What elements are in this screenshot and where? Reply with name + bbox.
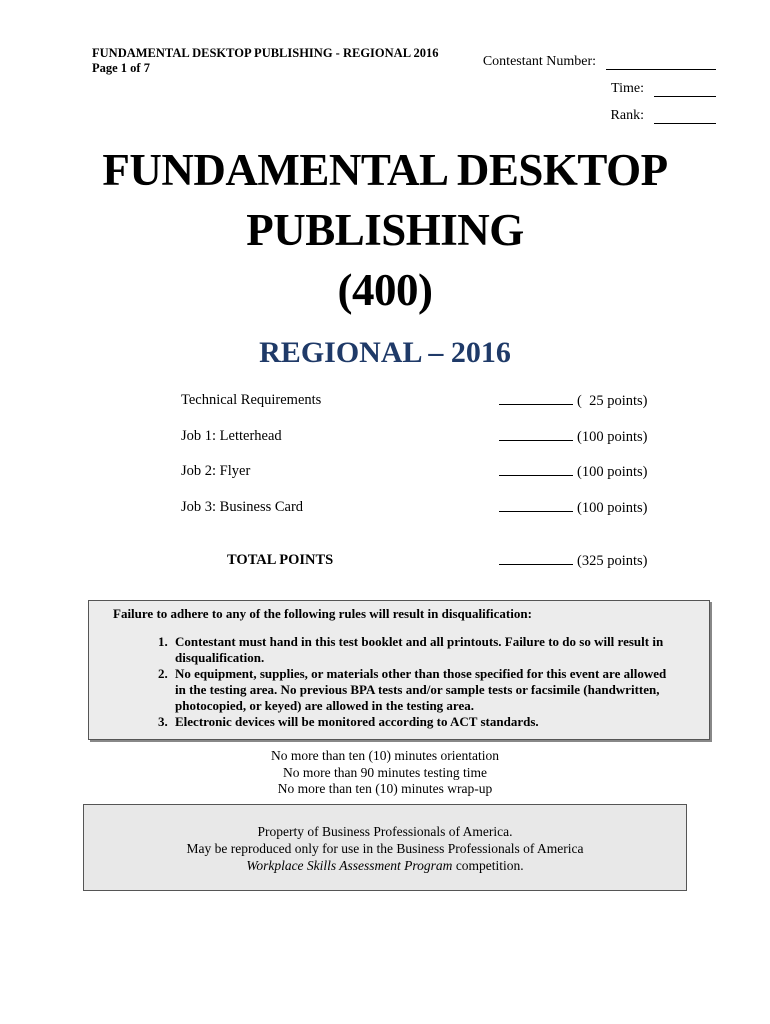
score-row	[181, 463, 661, 499]
title-line-1: FUNDAMENTAL DESKTOP	[102, 145, 668, 195]
property-line-3	[84, 857, 686, 874]
rules-heading: Failure to adhere to any of the following rules will result in disqualification:	[113, 606, 532, 621]
score-label: Job 3: Business Card	[181, 498, 304, 515]
property-line-3-rest: competition.	[452, 858, 524, 873]
score-blank[interactable]	[499, 428, 573, 441]
score-points: ( 25 points)	[577, 393, 648, 409]
score-label: Job 2: Flyer	[181, 463, 251, 479]
title-line-2: PUBLISHING	[246, 205, 524, 255]
disqualification-rules-box	[88, 600, 710, 740]
total-row	[181, 552, 661, 588]
score-label: Job 1: Letterhead	[181, 427, 282, 444]
page-title	[0, 140, 770, 320]
title-line-3: (400)	[337, 265, 433, 315]
score-row	[181, 499, 661, 535]
score-blank[interactable]	[499, 499, 573, 512]
rules-list	[139, 634, 671, 730]
program-name: Workplace Skills Assessment Program	[246, 858, 453, 873]
score-points: (100 points)	[577, 464, 648, 480]
total-points: (325 points)	[577, 553, 648, 569]
score-table	[181, 392, 661, 588]
rule-item: 1. Contestant must hand in this test booklet and all printouts. Failure to do so will result in disqualification.	[171, 634, 671, 666]
property-line-1: Property of Business Professionals of America.	[257, 824, 513, 839]
time-row	[483, 70, 716, 97]
property-line-2: May be reproduced only for use in the Business Professionals of America	[186, 841, 584, 856]
rank-label: Rank:	[610, 108, 644, 123]
time-label: Time:	[611, 81, 644, 96]
rank-row	[483, 97, 716, 124]
contestant-number-field[interactable]	[606, 55, 716, 70]
score-blank[interactable]	[499, 392, 573, 405]
rule-item: 3. Electronic devices will be monitored according to ACT standards.	[171, 714, 671, 730]
score-row	[181, 428, 661, 464]
score-row	[181, 392, 661, 428]
contestant-number-label: Contestant Number:	[482, 54, 596, 69]
contestant-fields	[483, 43, 716, 124]
time-limit-line: No more than ten (10) minutes orientation	[271, 748, 499, 763]
rank-field[interactable]	[654, 109, 716, 124]
time-limits	[0, 748, 770, 798]
score-points: (100 points)	[577, 499, 648, 516]
header-event-info	[92, 46, 438, 76]
time-field[interactable]	[654, 82, 716, 97]
event-line: FUNDAMENTAL DESKTOP PUBLISHING - REGIONAL 2016	[92, 46, 439, 60]
page-number: Page 1 of 7	[92, 61, 150, 75]
score-label: Technical Requirements	[181, 392, 322, 408]
score-points: (100 points)	[577, 428, 648, 445]
rule-item: 2. No equipment, supplies, or materials other than those specified for this event are allowed in the testing area. No previous BPA tests and/or sample tests or facsimile (handwritten, photocopied, or keyed) are allowed in the testing area.	[171, 666, 671, 714]
contestant-number-row	[483, 43, 716, 70]
event-level-subtitle: REGIONAL – 2016	[259, 336, 511, 369]
time-limit-line: No more than ten (10) minutes wrap-up	[277, 781, 493, 796]
score-blank[interactable]	[499, 463, 573, 476]
property-notice-box	[83, 804, 687, 891]
total-blank[interactable]	[499, 552, 573, 565]
time-limit-line: No more than 90 minutes testing time	[283, 764, 487, 780]
total-label: TOTAL POINTS	[227, 552, 334, 568]
